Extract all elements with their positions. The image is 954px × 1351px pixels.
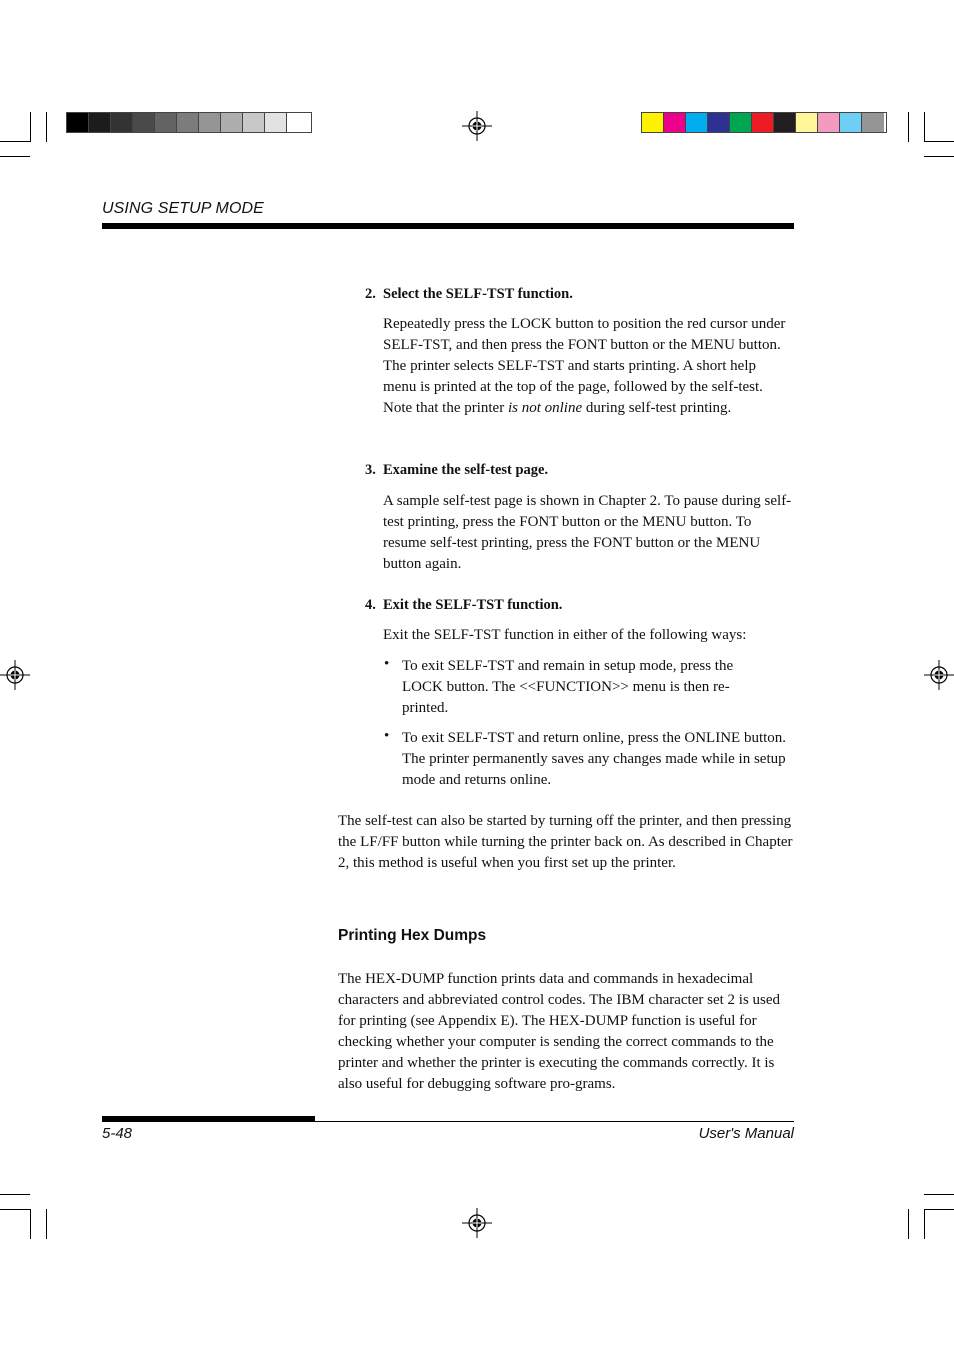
grayscale-calibration-strip xyxy=(66,112,312,133)
color-swatch xyxy=(265,113,287,132)
registration-mark-left-icon xyxy=(0,660,30,690)
header-rule xyxy=(102,223,794,229)
bullet-icon: • xyxy=(384,656,390,672)
color-swatch xyxy=(133,113,155,132)
color-swatch xyxy=(177,113,199,132)
step-number: 3. xyxy=(365,462,376,478)
manual-title: User's Manual xyxy=(698,1125,794,1142)
section-body: The HEX-DUMP function prints data and commands in hexadecimal characters and abbreviated control codes. The IBM character set 2 is used for printing (see Appendix E). The HEX-DUMP function is useful for checking whether your computer is sending the correct commands to the printer and whether the printer is executing the commands correctly. It is also useful for debugging software pro-grams. xyxy=(338,971,781,1092)
color-swatch xyxy=(67,113,89,132)
color-swatch xyxy=(287,113,309,132)
list-item: To exit SELF-TST and return online, press the ONLINE button. The printer permanently saves any changes made while in setup mode and returns online. xyxy=(402,730,787,788)
color-swatch xyxy=(796,113,818,132)
step-body: Repeatedly press the LOCK button to position the red cursor under SELF-TST, and then press the FONT button or the MENU button. The printer selects SELF-TST and starts printing. A short help menu is printed at the top of the page, followed by the self-test. Note that the printer is not online during self-test printing. xyxy=(383,316,786,416)
step-heading xyxy=(365,286,573,303)
color-swatch xyxy=(818,113,840,132)
footer-rule-thin xyxy=(315,1121,794,1122)
registration-mark-top-icon xyxy=(462,111,492,141)
registration-mark-right-icon xyxy=(924,660,954,690)
step-heading xyxy=(365,597,562,614)
running-head: USING SETUP MODE xyxy=(102,200,264,217)
page-number: 5-48 xyxy=(102,1125,133,1142)
color-swatch xyxy=(664,113,686,132)
color-swatch xyxy=(89,113,111,132)
bullet-icon: • xyxy=(384,728,390,744)
footer-rule-thick xyxy=(102,1116,315,1122)
list-item: To exit SELF-TST and remain in setup mode, press the LOCK button. The <<FUNCTION>> menu is then re-printed. xyxy=(402,658,734,716)
color-swatch xyxy=(686,113,708,132)
step-title: Exit the SELF-TST function. xyxy=(383,597,563,613)
emphasis-text: is not online xyxy=(507,400,583,416)
step-number: 2. xyxy=(365,286,376,302)
color-swatch xyxy=(199,113,221,132)
color-swatch xyxy=(111,113,133,132)
color-swatch xyxy=(774,113,796,132)
registration-mark-bottom-icon xyxy=(462,1208,492,1238)
step-heading xyxy=(365,462,548,479)
color-swatch xyxy=(730,113,752,132)
color-swatch xyxy=(862,113,884,132)
color-swatch xyxy=(840,113,862,132)
section-title: Printing Hex Dumps xyxy=(338,927,487,944)
color-swatch xyxy=(642,113,664,132)
step-title: Select the SELF-TST function. xyxy=(383,286,573,302)
color-swatch xyxy=(243,113,265,132)
color-swatch xyxy=(155,113,177,132)
step-number: 4. xyxy=(365,597,376,613)
color-calibration-strip xyxy=(641,112,887,133)
step-title: Examine the self-test page. xyxy=(383,462,549,478)
step-body: A sample self-test page is shown in Chapter 2. To pause during self-test printing, press the FONT button or the MENU button. To resume self-test printing, press the FONT button or the MENU button again. xyxy=(383,493,792,572)
step-body: Exit the SELF-TST function in either of the following ways: xyxy=(383,627,747,643)
body-paragraph: The self-test can also be started by turning off the printer, and then pressing the LF/FF button while turning the printer back on. As described in Chapter 2, this method is useful when you first set up the printer. xyxy=(338,813,793,871)
color-swatch xyxy=(221,113,243,132)
color-swatch xyxy=(708,113,730,132)
color-swatch xyxy=(752,113,774,132)
